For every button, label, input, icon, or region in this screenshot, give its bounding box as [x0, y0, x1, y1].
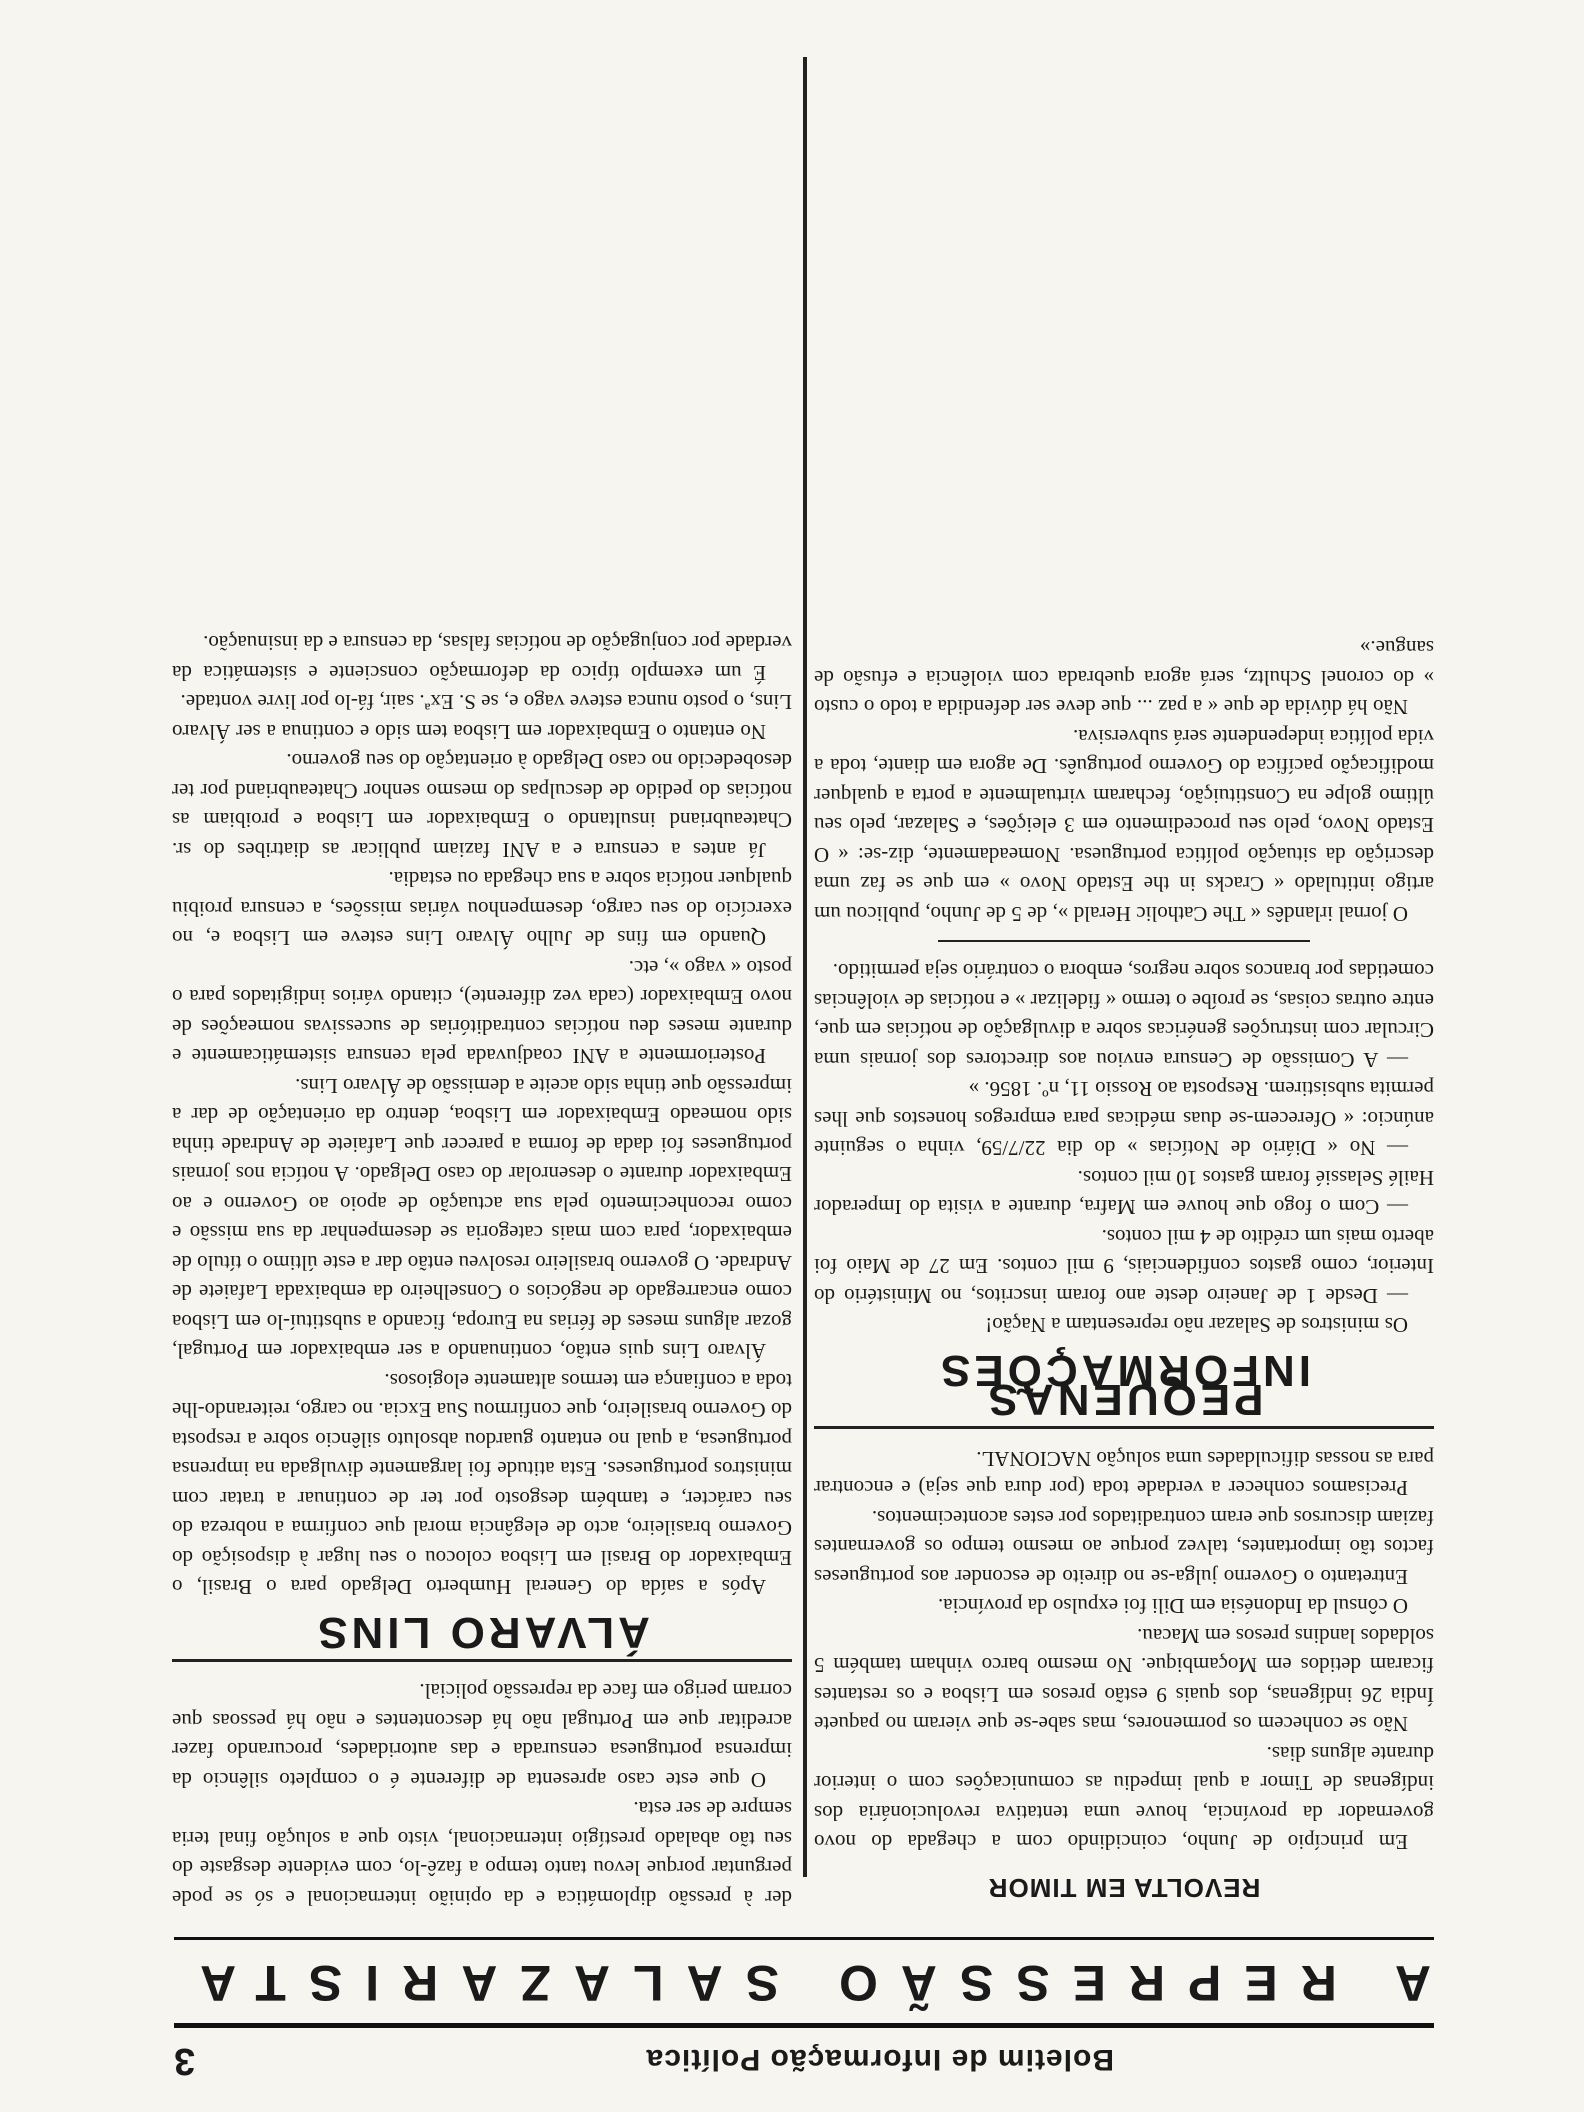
article-paragraph: — A Comissão de Censura enviou aos directores dos jornais uma Circular com instruções genéricas sobre a divulgação de notícias em que, entre outras coisas, se proíbe o termo « fidelizar » e notícias de violências cometidas por brancos sobre negros, embora o contrário seja permitido.	[814, 959, 1434, 1072]
article-paragraph: O que este caso apresenta de diferente é o completo silêncio da imprensa portuguesa censurada e das autoridades, procurando fazer acreditar que em Portugal não há descontentes e não há pessoas que corram perigo em face da repressão policial.	[172, 1679, 792, 1792]
article-paragraph: Não há dúvida de que « a paz ... que deve ser defendida a todo o custo » do coronel Schultz, será agora quebrada com violência e efusão de sangue.»	[814, 636, 1434, 720]
title-rule	[174, 1937, 1434, 1940]
column-divider	[803, 57, 807, 1877]
article-paragraph: Álvaro Lins quis então, continuando a ser embaixador em Portugal, gozar alguns meses de férias na Europa, ficando a substituí-lo em Lisboa como encarregado de negócios o Conselheiro da embaixada Lafaiete de Andrade. O governo brasileiro resolveu então dar a este último o título de embaixador, para com mais categoria se desempenhar da sua missão e como reconhecimento pela sua actuação de apoio ao Governo e ao Embaixador durante o desenrolar do caso Delgado. A notícia nos jornais portugueses foi dada de forma a parecer que Lafaiete de Andrade tinha sido nomeado Embaixador em Lisboa, dentro da orientação de dar a impressão que tinha sido aceite a demissão de Álvaro Lins.	[172, 1074, 792, 1364]
article-paragraph: Posteriormente a ANI coadjuvada pela censura sistemáticamente e durante meses deu notícias contraditórias de sucessivas nomeações de novo Embaixador (cada vez diferente), citando vários indigitados para o posto « vago », etc.	[172, 956, 792, 1069]
section-title-alvaro-lins: ÁLVARO LINS	[314, 1608, 650, 1657]
main-title: A REPRESSÃO SALAZARISTA	[176, 1955, 1432, 2011]
article-paragraph: No entanto o Embaixador em Lisboa tem sido e continua a ser Álvaro Lins, o posto nunca esteve vago e, se S. Exª. sair, fá-lo por livre vontade.	[172, 690, 792, 744]
article-paragraph: O cônsul da Indonésia em Dili foi expulso da província.	[937, 1594, 1408, 1619]
section-title-revolta-em-timor: REVOLTA EM TIMOR	[987, 1873, 1261, 1903]
article-paragraph: Em princípio de Junho, coincidindo com a chegada do novo governador da província, houve uma tentativa revolucionária dos indígenas de Timor a qual impediu as comunicações com o interior durante alguns dias.	[814, 1742, 1434, 1855]
left-column	[814, 633, 1434, 1912]
article-paragraph: der à pressão diplomática e da opinião internacional e só se pode perguntar porque levou tanto tempo a fazê-lo, com evidente desgaste do seu tão abalado prestígio internacional, visto que a solução final teria sempre de ser esta.	[172, 1797, 792, 1910]
section-title-pequenas-informacoes: PEQUENAS INFORMAÇÕES	[937, 1346, 1311, 1425]
section-rule	[172, 1659, 792, 1662]
article-paragraph: O jornal irlandês « The Catholic Herald », de 5 de Junho, publicou um artigo intitulado « Cracks in the Estado Novo » em que se faz uma descrição da situação política portuguesa. Nomeadamente, diz-se: « O Estado Novo, pelo seu procedimento em 3 eleições, e Salazar, pelo seu último golpe na Constituição, fecharam virtualmente a porta a qualquer modificação pacífica do Governo português. De agora em diante, toda a vida política independente será subversiva.	[814, 725, 1434, 926]
article-paragraph: Quando em fins de Julho Álvaro Lins esteve em Lisboa e, no exercício do seu cargo, desempenhou várias missões, a censura proibiu qualquer notícia sobre a sua chegada ou estadia.	[172, 867, 792, 951]
article-paragraph: — No « Diário de Notícias » do dia 22/7/59, vinha o seguinte anúncio: « Oferecem-se duas médicas para empregos honestos que lhes permita subsistirem. Resposta ao Rossio 11, nº. 1856. »	[814, 1077, 1434, 1161]
item-rule	[938, 940, 1310, 942]
article-paragraph: Precisamos conhecer a verdade toda (por dura que seja) e encontrar para as nossas dificuldades uma solução NACIONAL.	[814, 1447, 1434, 1501]
header-rule	[174, 2023, 1434, 2028]
right-column	[172, 628, 792, 1912]
article-paragraph: Após a saída do General Humberto Delgado para o Brasil, o Embaixador do Brasil em Lisboa colocou o seu lugar à disposição do Governo brasileiro, acto de elegância moral que confirma a nobreza do seu carácter, e também desgosto por ter de continuar a tratar com ministros portugueses. Esta atitude foi largamente divulgada na imprensa portuguesa, a qual no entanto guardou absoluto silêncio sobre a resposta do Governo brasileiro, que confirmou Sua Excia. no cargo, reiterando-lhe toda a confiança em termos altamente elogiosos.	[172, 1369, 792, 1600]
section-rule	[814, 1427, 1434, 1430]
article-paragraph: Entretanto o Governo julga-se no direito de esconder aos portugueses factos tão importantes, talvez porque ao mesmo tempo os governantes faziam discursos que eram contraditados por estes acontecimentos.	[814, 1506, 1434, 1589]
article-paragraph: Já antes a censura e a ANI faziam publicar as diatribes do sr. Chateaubriand insultando o Embaixador em Lisboa e proibiam as notícias do pedido de desculpas do mesmo senhor Chateaubriand por ter desobedecido no caso Delgado à orientação do seu governo.	[172, 749, 792, 862]
article-paragraph: Não se conhecem os pormenores, mas sabe-se que vieram no paquete Índia 26 indígenas, dos quais 9 estão presos em Lisboa e os restantes ficaram detidos em Moçambique. No mesmo barco vinham também 5 soldados landins presos em Macau.	[814, 1624, 1434, 1737]
page-header	[174, 2032, 1434, 2082]
article-paragraph: Os ministros de Salazar não representam a Nação!	[985, 1313, 1408, 1338]
article-paragraph: — Desde 1 de Janeiro deste ano foram inscritos, no Ministério do Interior, como gastos confidenciais, 9 mil contos. Em 27 de Maio foi aberto mais um crédito de 4 mil contos.	[814, 1225, 1434, 1308]
article-paragraph: É um exemplo típico da deformação consciente e sistemática da verdade por conjugação de notícias falsas, da censura e da insinuação.	[172, 631, 792, 685]
article-paragraph: — Com o fogo que houve em Mafra, durante a visita do Imperador Hailé Selassié foram gastos 10 mil contos.	[814, 1166, 1434, 1220]
page-number: 3	[174, 2040, 196, 2082]
publication-title: Boletim de Informação Política	[645, 2043, 1114, 2076]
